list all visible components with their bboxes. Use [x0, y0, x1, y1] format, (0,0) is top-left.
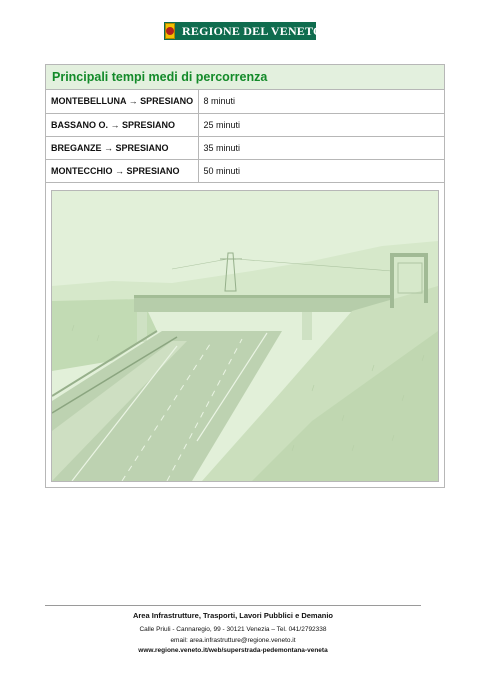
- table-row: [46, 159, 444, 182]
- route-cell: BREGANZE → SPRESIANO: [46, 136, 198, 159]
- regione-veneto-logo: [164, 22, 323, 40]
- logo-text: REGIONE DEL VENETO: [182, 23, 323, 38]
- duration-cell: 50 minuti: [198, 159, 444, 182]
- regione-shield-icon: [165, 23, 175, 39]
- highway-photo: [51, 190, 439, 482]
- travel-times-table: [46, 90, 444, 183]
- route-cell: MONTECCHIO → SPRESIANO: [46, 159, 198, 182]
- route-cell: BASSANO O. → SPRESIANO: [46, 113, 198, 136]
- footer-department: Area Infrastrutture, Trasporti, Lavori Pubblici e Demanio: [132, 611, 334, 620]
- footer-website-link[interactable]: www.regione.veneto.it/web/superstrada-pedemontana-veneta: [138, 647, 328, 654]
- travel-times-panel: [45, 64, 445, 488]
- footer-address: Calle Priuli - Cannaregio, 99 - 30121 Venezia – Tel. 041/2792338: [139, 626, 327, 633]
- duration-cell: 35 minuti: [198, 136, 444, 159]
- panel-title: Principali tempi medi di percorrenza: [46, 65, 444, 90]
- table-row: [46, 136, 444, 159]
- table-row: [46, 90, 444, 113]
- table-row: [46, 113, 444, 136]
- duration-cell: 8 minuti: [198, 90, 444, 113]
- footer-divider: [45, 605, 421, 606]
- route-cell: MONTEBELLUNA → SPRESIANO: [46, 90, 198, 113]
- footer-email: email: area.infrastrutture@regione.veneto.it: [170, 637, 296, 644]
- highway-photo-illustration: [52, 191, 438, 481]
- duration-cell: 25 minuti: [198, 113, 444, 136]
